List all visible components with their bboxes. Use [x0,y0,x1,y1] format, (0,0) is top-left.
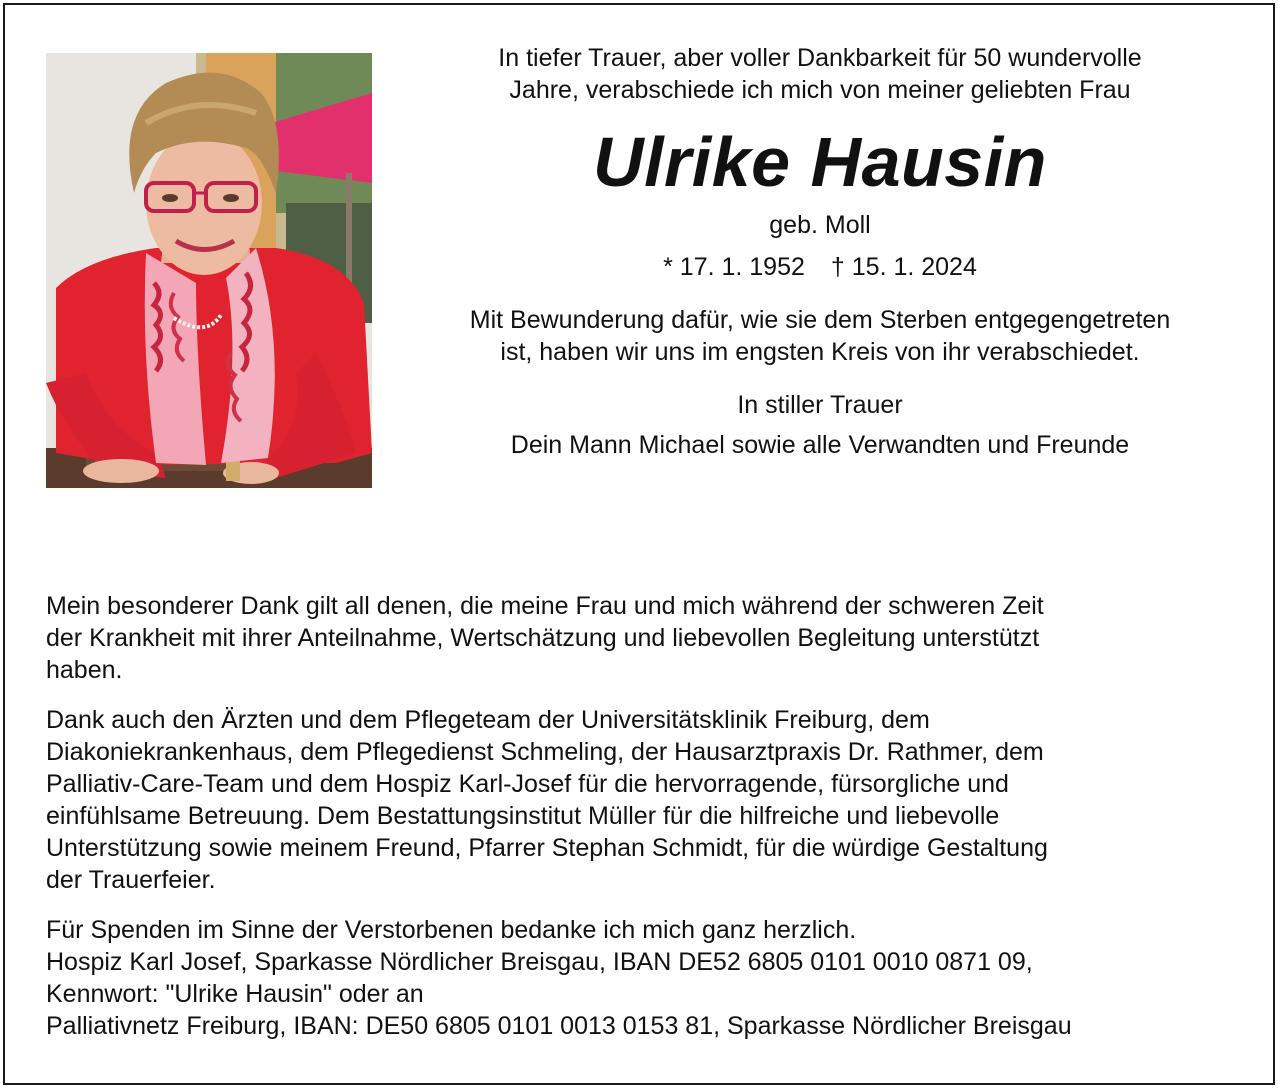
thanks-line: einfühlsame Betreuung. Dem Bestattungsinstitut Müller für die hilfreiche und liebevolle [46,802,1000,830]
deceased-name: Ulrike Hausin [593,123,1047,201]
thanks-line: Diakoniekrankenhaus, dem Pflegedienst Schmeling, der Hausarztpraxis Dr. Rathmer, dem [46,738,1044,766]
thanks-paragraph [46,590,1242,686]
thanks-paragraph [46,704,1242,896]
intro-text [400,42,1240,106]
mourning-heading: In stiller Trauer [737,391,903,419]
tribute-text [400,304,1240,368]
thanks-line: Unterstützung sowie meinem Freund, Pfarrer Stephan Schmidt, für die würdige Gestaltung [46,834,1048,862]
donation-line: Palliativnetz Freiburg, IBAN: DE50 6805 0101 0013 0153 81, Sparkasse Nördlicher Breisgau [46,1012,1072,1040]
birth-date: * 17. 1. 1952 [663,253,805,281]
header-block [400,42,1240,460]
life-dates [400,252,1240,282]
donation-line: Kennwort: "Ulrike Hausin" oder an [46,980,424,1008]
mourners: Dein Mann Michael sowie alle Verwandten und Freunde [510,431,1130,459]
thanks-section [46,590,1242,1042]
portrait-photo [46,53,372,488]
thanks-line: Palliativ-Care-Team und dem Hospiz Karl-Josef für die hervorragende, fürsorgliche und [46,770,1009,798]
donation-line: Für Spenden im Sinne der Verstorbenen bedanke ich mich ganz herzlich. [46,916,857,944]
birth-name: geb. Moll [769,211,871,239]
donation-line: Hospiz Karl Josef, Sparkasse Nördlicher Breisgau, IBAN DE52 6805 0101 0010 0871 09, [46,948,1033,976]
thanks-line: haben. [46,656,123,684]
tribute-line: ist, haben wir uns im engsten Kreis von ihr verabschiedet. [500,338,1140,366]
portrait-image [46,53,372,488]
intro-line: In tiefer Trauer, aber voller Dankbarkeit für 50 wundervolle [498,44,1142,72]
intro-line: Jahre, verabschiede ich mich von meiner geliebten Frau [509,76,1131,104]
death-date: † 15. 1. 2024 [830,253,977,281]
thanks-line: Dank auch den Ärzten und dem Pflegeteam der Universitätsklinik Freiburg, dem [46,706,930,734]
thanks-line: Mein besonderer Dank gilt all denen, die meine Frau und mich während der schweren Zeit [46,592,1044,620]
tribute-line: Mit Bewunderung dafür, wie sie dem Sterben entgegengetreten [469,306,1171,334]
thanks-line: der Krankheit mit ihrer Anteilnahme, Wertschätzung und liebevollen Begleitung unterstützt [46,624,1040,652]
thanks-line: der Trauerfeier. [46,866,216,894]
donation-paragraph [46,914,1242,1042]
